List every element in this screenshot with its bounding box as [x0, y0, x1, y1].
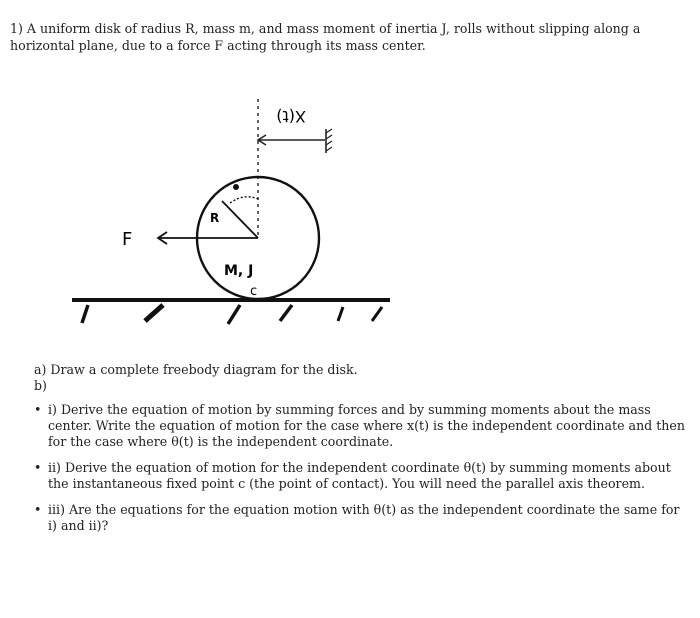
ground-hatch-4 — [280, 305, 292, 321]
subpart-i-text: i) Derive the equation of motion by summing forces and by summing moments about the mass center. Write the equation of motion for the case where x(t) is the independent coordinate and then for the case where θ(t) is the independent coordinate. — [48, 402, 685, 449]
anchor-hatch-2 — [326, 135, 332, 139]
subpart-list — [34, 402, 688, 544]
subpart-iii-text: iii) Are the equations for the equation motion with θ(t) as the independent coordinate the same for i) and ii)? — [48, 502, 680, 533]
ground-hatch-1 — [82, 305, 88, 323]
bullet-dot: • — [34, 502, 42, 517]
subpart-ii-text: ii) Derive the equation of motion for the independent coordinate θ(t) by summing moments about the instantaneous fixed point c (the point of contact). You will need the parallel axis theorem. — [48, 460, 671, 491]
anchor-hatch-4 — [326, 147, 332, 151]
ground-hatch-2 — [145, 305, 163, 321]
ground-hatch-5 — [338, 307, 343, 321]
subpart-i — [34, 402, 688, 450]
contact-label: c — [250, 284, 258, 299]
marker-dot — [233, 184, 239, 190]
bullet-dot: • — [34, 460, 42, 475]
ground-hatch-6 — [372, 307, 382, 321]
radius-label: R — [210, 211, 220, 225]
force-label: F — [122, 229, 133, 250]
subpart-iii — [34, 502, 688, 534]
ground-hatch-3 — [228, 305, 240, 324]
part-a: a) Draw a complete freebody diagram for the disk. — [34, 362, 358, 377]
disk-figure — [60, 95, 400, 345]
anchor-hatch-3 — [326, 141, 332, 145]
bullet-dot: • — [34, 402, 42, 417]
radius-line — [222, 201, 258, 238]
problem-statement: 1) A uniform disk of radius R, mass m, and mass moment of inertia J, rolls without slipping along a horizontal plane, due to a force F acting through its mass center. — [10, 21, 641, 53]
subpart-ii — [34, 460, 688, 492]
part-b: b) — [34, 378, 47, 393]
angle-arc — [230, 197, 258, 203]
mass-label: M, J — [224, 263, 254, 279]
anchor-hatch-1 — [326, 129, 332, 133]
displacement-label: X(t) — [276, 107, 306, 126]
